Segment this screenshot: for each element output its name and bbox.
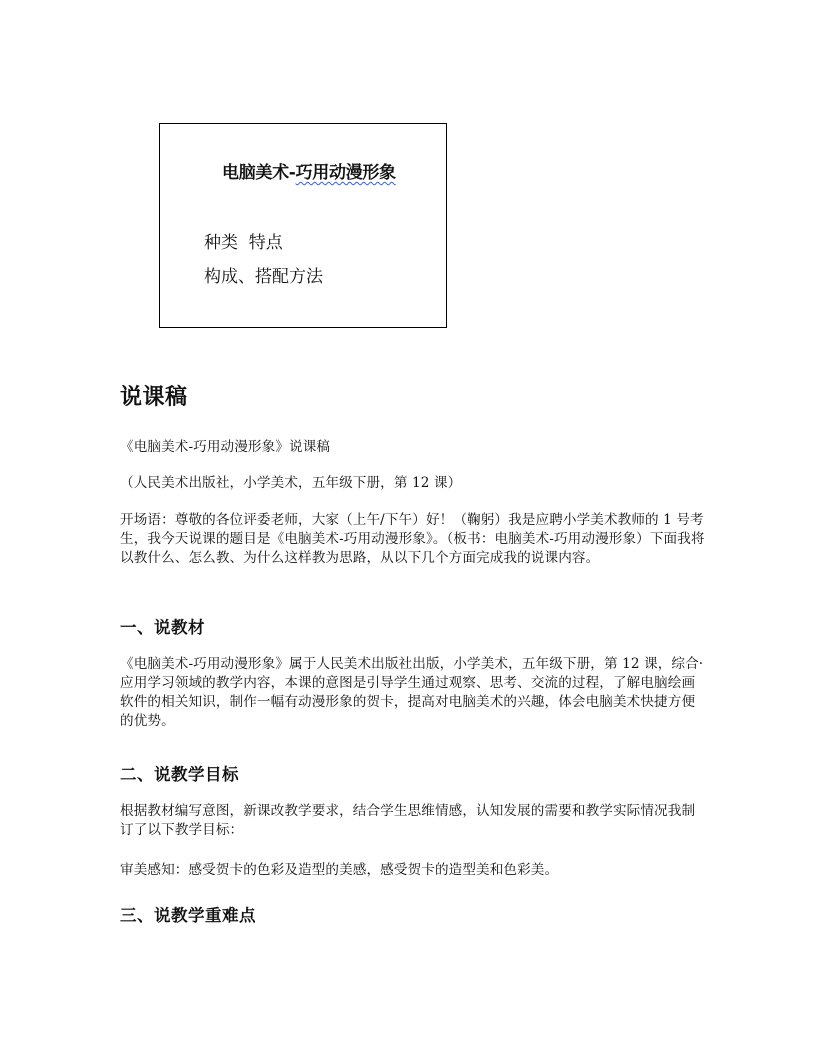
document-subtitle: 《电脑美术-巧用动漫形象》说课稿 [120, 439, 331, 455]
blackboard-title [222, 158, 396, 183]
document-title: 说课稿 [120, 385, 188, 410]
opening-paragraph: 开场语：尊敬的各位评委老师，大家（上午/下午）好！（鞠躬）我是应聘小学美术教师的 1 号考生，我今天说课的题目是《电脑美术-巧用动漫形象》。（板书：电脑美术-巧用动漫形象）下面我将以教什么、怎么教、为什么这样教为思路，从以下几个方面完成我的说课内容。 [120, 512, 705, 566]
blackboard-line-1: 种类 特点 [204, 233, 283, 253]
blackboard-title-underlined: 巧用动漫形象 [295, 163, 396, 183]
section-heading-key-points: 三、说教学重难点 [120, 906, 256, 925]
section-heading-teaching-material: 一、说教材 [120, 618, 205, 637]
blackboard-line-2: 构成、搭配方法 [204, 267, 323, 287]
teaching-goals-paragraph: 根据教材编写意图，新课改教学要求，结合学生思维情感，认知发展的需要和教学实际情况我制订了以下教学目标： [120, 803, 696, 838]
section-heading-teaching-goals: 二、说教学目标 [120, 765, 239, 784]
teaching-material-paragraph: 《电脑美术-巧用动漫形象》属于人民美术出版社出版，小学美术，五年级下册，第 12 课，综合·应用学习领域的教学内容，本课的意图是引导学生通过观察、思考、交流的过程，了解电脑绘画软件的相关知识，制作一幅有动漫形象的贺卡，提高对电脑美术的兴趣，体会电脑美术快捷方便的优势。 [120, 656, 704, 729]
aesthetic-perception-paragraph: 审美感知：感受贺卡的色彩及造型的美感，感受贺卡的造型美和色彩美。 [120, 862, 559, 878]
blackboard-title-prefix: 电脑美术- [222, 163, 296, 183]
publisher-info: （人民美术出版社，小学美术，五年级下册，第 12 课） [120, 475, 462, 491]
blackboard-design-box [159, 123, 447, 328]
